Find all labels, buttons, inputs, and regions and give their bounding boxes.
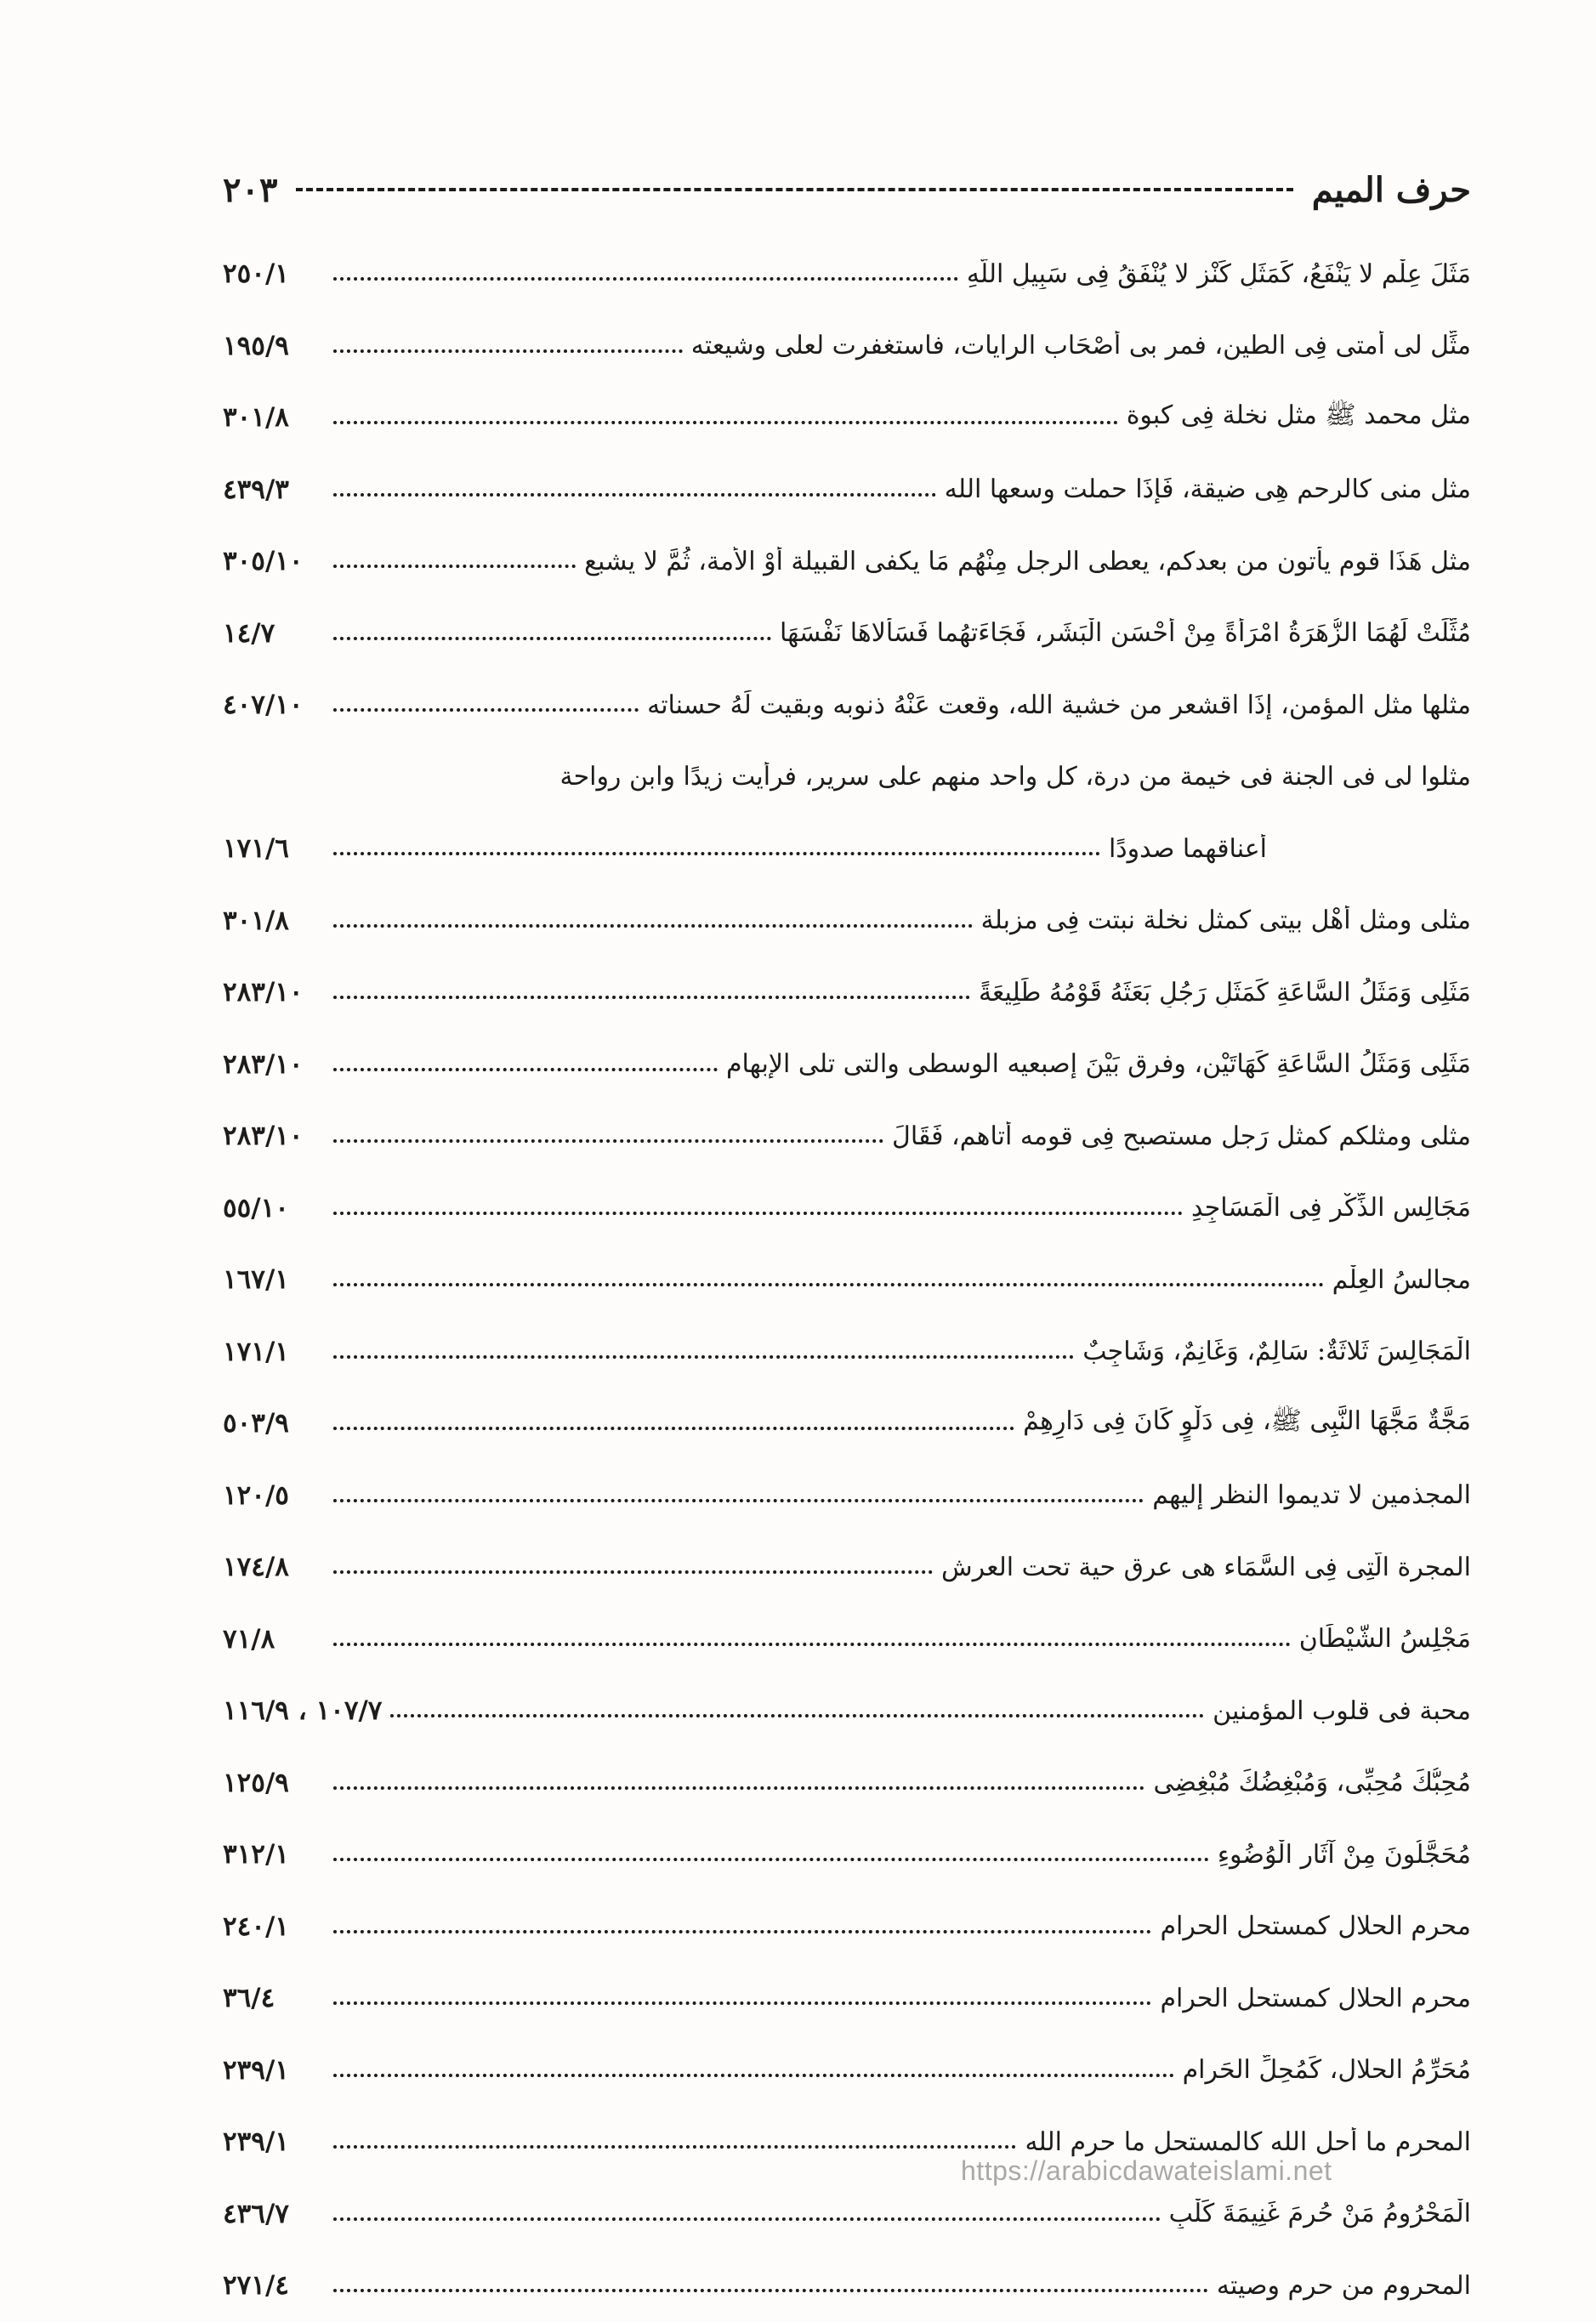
index-entries (223, 238, 1471, 2322)
leader-dots (333, 1283, 1324, 1286)
leader-dots (333, 1212, 1183, 1215)
entry-reference: ٢٨٣/١٠ (223, 977, 304, 1008)
entry-reference: ٣٠١/٨ (223, 402, 289, 434)
index-entry (223, 885, 1471, 957)
entry-reference: ٢٣٩/١ (223, 2054, 289, 2086)
entry-text: الْمَجَالِسَ ثَلاثَةٌ: سَالِمٌ، وَغَانِمٌ، وَشَاجِبٌ (1082, 1337, 1471, 1367)
leader-dots (333, 565, 576, 568)
entry-text: مثلوا لى فى الجنة فى خيمة من درة، كل واحد منهم على سرير، فرأيت زيدًا وابن رواحة (559, 762, 1471, 792)
index-entry-continuation (223, 813, 1471, 885)
entry-text: مثل محمد ﷺ مثل نخلة فِى كبوة (1126, 400, 1471, 430)
leader-dots (390, 1714, 1204, 1717)
entry-reference: ٤٠٧/١٠ (223, 690, 304, 721)
index-entry (223, 598, 1471, 670)
entry-text: المحرم ما أحل الله كالمستحل ما حرم الله (1025, 2126, 1471, 2157)
index-entry (223, 2035, 1471, 2107)
entry-reference: ١٠٧/٧ ، ١١٦/٩ (223, 1695, 383, 1727)
leader-dots (333, 1786, 1144, 1790)
entry-reference: ١٩٥/٩ (223, 330, 289, 361)
index-entry (223, 669, 1471, 741)
index-entry (223, 310, 1471, 383)
entry-reference: ٣٦/٤ (223, 1983, 275, 2014)
leader-dots (333, 2289, 1208, 2292)
entry-text: الْمَحْرُومُ مَنْ حُرِمَ غَنِيمَةَ كَلْبٍ (1168, 2199, 1471, 2229)
entry-reference: ٤٣٦/٧ (223, 2198, 289, 2229)
index-entry (223, 1316, 1471, 1388)
leader-dots (333, 1499, 1144, 1502)
entry-text: مُثِّلَتْ لَهُمَا الزُّهَرَةُ امْرَأَةً مِنْ أَحْسَنِ الْبَشَرِ، فَجَاءَتهُما فَسَأَلاهَا نَفْسَهَا (779, 618, 1471, 649)
index-entry (223, 1891, 1471, 1963)
entry-text: محرم الحلال كمستحل الحرام (1160, 1983, 1471, 2013)
entry-reference: ٤٣٩/٣ (223, 474, 289, 505)
leader-dots (333, 421, 1118, 424)
leader-dots (333, 1427, 1014, 1430)
entry-text: محبة فى قلوب المؤمنين (1213, 1695, 1471, 1726)
entry-text: المحروم من حرم وصيته (1216, 2270, 1471, 2301)
index-entry (223, 1531, 1471, 1604)
entry-text: مُحَرِّمُ الحلال، كَمُحِلِّ الحَرامِ (1182, 2055, 1471, 2086)
page-number: ٢٠٣ (223, 169, 278, 210)
leader-dots (333, 2001, 1151, 2005)
index-entry (223, 1100, 1471, 1172)
entry-text: أعناقهما صدودًا (1108, 833, 1267, 864)
index-entry (223, 1819, 1471, 1891)
leader-dots (333, 349, 683, 353)
entry-reference: ١٢٥/٩ (223, 1767, 289, 1798)
entry-text: مَثَلَ عِلْمٍ لا يَنْفَعُ، كَمَثَلِ كَنْزٍ لا يُنْفَقُ فِى سَبِيلِ اللَّهِ (966, 258, 1471, 289)
index-entry (223, 525, 1471, 598)
leader-dots (333, 1355, 1074, 1359)
entry-reference: ٢٣٩/١ (223, 2126, 289, 2158)
entry-text: مثل هَذَا قوم يأتون من بعدكم، يعطى الرجل مِنْهُم مَا يكفى القبيلة أوْ الأمة، ثُمَّ لا يشبع (584, 546, 1471, 576)
entry-text: مَثَلِى وَمَثَلُ السَّاعَةِ كَمَثَلِ رَجُلٍ بَعَثَهُ قَوْمُهُ طَلِيعَةً (978, 977, 1471, 1008)
leader-dots (333, 1068, 718, 1071)
section-title: حرف الميم (1311, 169, 1471, 210)
index-entry (223, 1244, 1471, 1316)
index-entry (223, 1172, 1471, 1245)
leader-dots (333, 1570, 933, 1574)
page-header (223, 160, 1471, 219)
watermark-url: https://arabicdawateislami.net (961, 2155, 1332, 2186)
entry-reference: ٢٨٣/١٠ (223, 1121, 304, 1152)
entry-text: مجالسُ العِلْمِ (1332, 1264, 1471, 1295)
entry-reference: ٢٤٠/١ (223, 1910, 289, 1942)
entry-text: مثلى ومثلكم كمثل رَجل مستصبح فِى قومه أتاهم، فَقَالَ (892, 1121, 1471, 1151)
leader-dots (333, 1139, 883, 1143)
leader-dots (333, 277, 958, 281)
index-entry (223, 1604, 1471, 1676)
entry-reference: ٢٥٠/١ (223, 258, 289, 290)
leader-dots (333, 2074, 1174, 2077)
entry-text: مثلى ومثل أهْل بيتى كمثل نخلة نبتت فِى مزبلة (980, 906, 1471, 936)
entry-text: مَجَالِسِ الذِّكْرِ فِى الْمَسَاجِدِ (1191, 1193, 1471, 1223)
leader-dots (333, 1858, 1209, 1861)
entry-text: مَجْلِسُ الشَّيْطَانِ (1298, 1624, 1471, 1655)
index-entry (223, 454, 1471, 526)
entry-text: المجذمين لا تديموا النظر إليهم (1152, 1480, 1471, 1511)
entry-reference: ١٦٧/١ (223, 1264, 289, 1296)
entry-reference: ٧١/٨ (223, 1623, 275, 1655)
entry-reference: ١٧١/١ (223, 1336, 289, 1367)
entry-reference: ٢٧١/٤ (223, 2270, 289, 2302)
index-entry (223, 2250, 1471, 2322)
entry-text: مُحَجَّلُونَ مِنْ آثَارِ الْوُضُوءِ (1217, 1839, 1471, 1870)
leader-dots (333, 637, 771, 640)
leader-dots (333, 2145, 1016, 2149)
leader-dots (333, 924, 973, 928)
entry-reference: ١٧١/٦ (223, 833, 289, 865)
entry-text: مثِّل لى أمتى فِى الطين، فمر بى أصْحَاب الرايات، فاستغفرت لعلى وشيعته (690, 331, 1471, 361)
entry-text: مُحِبُّكَ مُحِبِّى، وَمُبْغِضُكَ مُبْغِضِى (1153, 1768, 1471, 1798)
entry-text: مَثَلِى وَمَثَلُ السَّاعَةِ كَهَاتَيْنِ، وفرق بَيْنَ إصبعيه الوسطى والتى تلى الإبهام (725, 1049, 1471, 1080)
entry-text: المجرة الَّتِى فِى السَّمَاء هى عرق حية تحت العرش (941, 1552, 1471, 1582)
index-entry (223, 1388, 1471, 1460)
entry-text: مثل منى كالرحم هِى ضيقة، فَإِذَا حملت وسعها الله (944, 474, 1471, 505)
index-entry (223, 1675, 1471, 1747)
leader-dots (333, 493, 936, 497)
index-entry (223, 957, 1471, 1029)
entry-reference: ٣٠٥/١٠ (223, 546, 304, 577)
entry-reference: ٥٥/١٠ (223, 1192, 289, 1223)
leader-dots (333, 1930, 1151, 1933)
entry-reference: ٣١٢/١ (223, 1839, 289, 1871)
header-rule (296, 188, 1292, 191)
leader-dots (333, 708, 639, 712)
index-entry (223, 1029, 1471, 1101)
entry-reference: ٥٠٣/٩ (223, 1408, 289, 1439)
index-entry (223, 1747, 1471, 1820)
index-entry (223, 2178, 1471, 2251)
index-entry (223, 1460, 1471, 1532)
entry-text: مَجَّةٌ مَجَّهَا النَّبِى ﷺ، فِى دَلْوٍ كَانَ فِى دَارِهِمْ (1023, 1405, 1471, 1436)
entry-text: محرم الحلال كمستحل الحرام (1160, 1911, 1471, 1942)
entry-reference: ١٢٠/٥ (223, 1479, 289, 1511)
entry-reference: ١٧٤/٨ (223, 1552, 289, 1583)
leader-dots (333, 2217, 1161, 2221)
entry-reference: ٣٠١/٨ (223, 905, 289, 936)
entry-reference: ٢٨٣/١٠ (223, 1048, 304, 1080)
index-entry (223, 382, 1471, 454)
leader-dots (333, 852, 1100, 855)
entry-text: مثلها مثل المؤمن، إِذَا اقشعر من خشية الله، وقعت عَنْهُ ذنوبه وبقيت لَهُ حسناته (647, 690, 1471, 720)
index-entry (223, 1962, 1471, 2035)
leader-dots (333, 1643, 1291, 1646)
entry-reference: ١٤/٧ (223, 617, 275, 649)
index-entry (223, 238, 1471, 310)
index-entry (223, 741, 1471, 814)
leader-dots (333, 996, 970, 999)
